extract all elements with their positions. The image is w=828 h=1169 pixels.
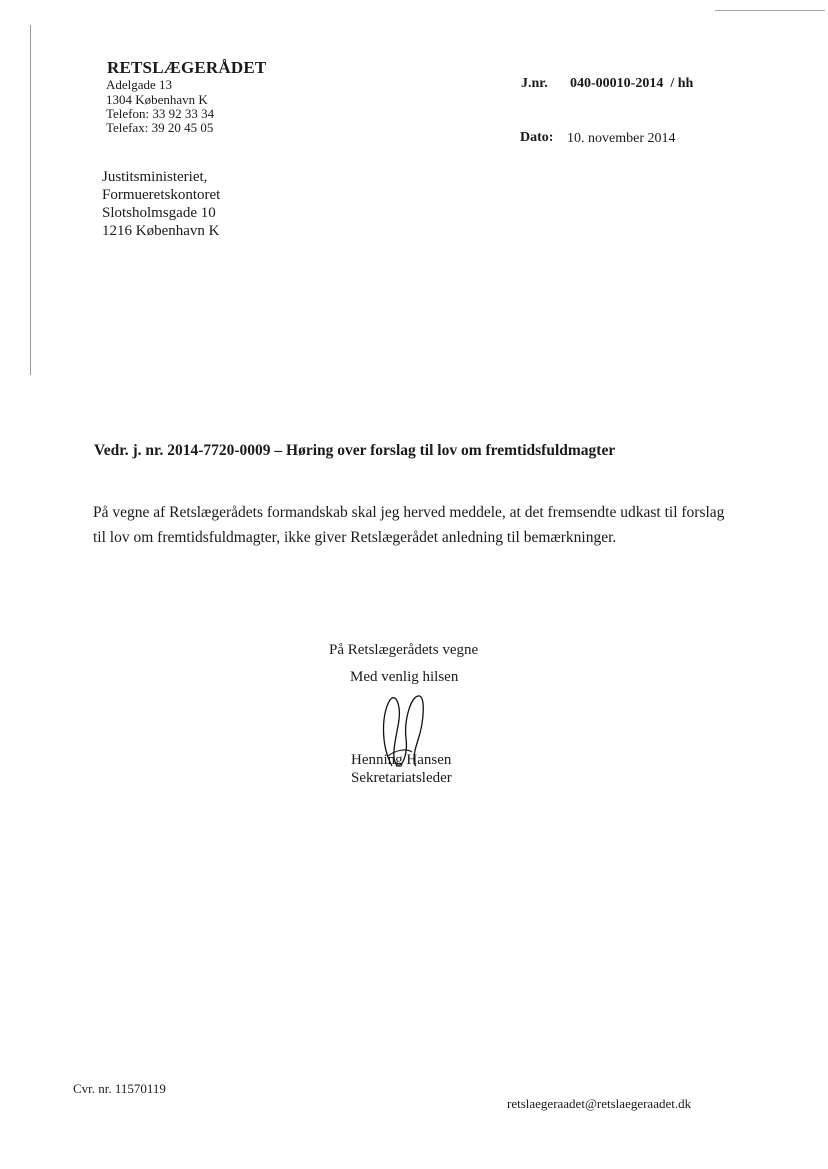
sender-fax: Telefax: 39 20 45 05 (106, 120, 214, 135)
recipient-line3: Slotsholmsgade 10 (102, 205, 216, 221)
recipient-line4: 1216 København K (102, 223, 220, 239)
scan-edge-line (30, 25, 31, 375)
sender-address-line1: Adelgade 13 (106, 77, 173, 92)
footer-cvr: Cvr. nr. 11570119 (73, 1081, 166, 1096)
footer-email[interactable]: retslaegeraadet@retslaegeraadet.dk (507, 1096, 692, 1111)
sender-address-line2: 1304 København K (106, 92, 208, 107)
sender-name: RETSLÆGERÅDET (107, 58, 267, 77)
recipient-line1: Justitsministeriet, (102, 169, 208, 185)
recipient-line2: Formueretskontoret (102, 187, 221, 203)
date-value: 10. november 2014 (567, 131, 676, 146)
signer-title: Sekretariatsleder (351, 770, 452, 786)
closing-line2: Med venlig hilsen (350, 669, 459, 685)
journal-number-value: 040-00010-2014 / hh (570, 76, 694, 91)
journal-number-label: J.nr. (521, 76, 548, 91)
signer-name: Henning Hansen (351, 752, 452, 768)
date-label: Dato: (520, 130, 554, 145)
subject-line: Vedr. j. nr. 2014-7720-0009 – Høring over forslag til lov om fremtidsfuldmagter (94, 442, 616, 459)
scan-edge-line (715, 10, 825, 11)
closing-line1: På Retslægerådets vegne (329, 642, 479, 658)
body-paragraph: På vegne af Retslægerådets formandskab skal jeg herved meddele, at det fremsendte udkast til forslag til lov om fremtidsfuldmagter, ikke giver Retslægerådet anledning til bemærkninger. (93, 504, 725, 546)
sender-phone: Telefon: 33 92 33 34 (106, 106, 215, 121)
